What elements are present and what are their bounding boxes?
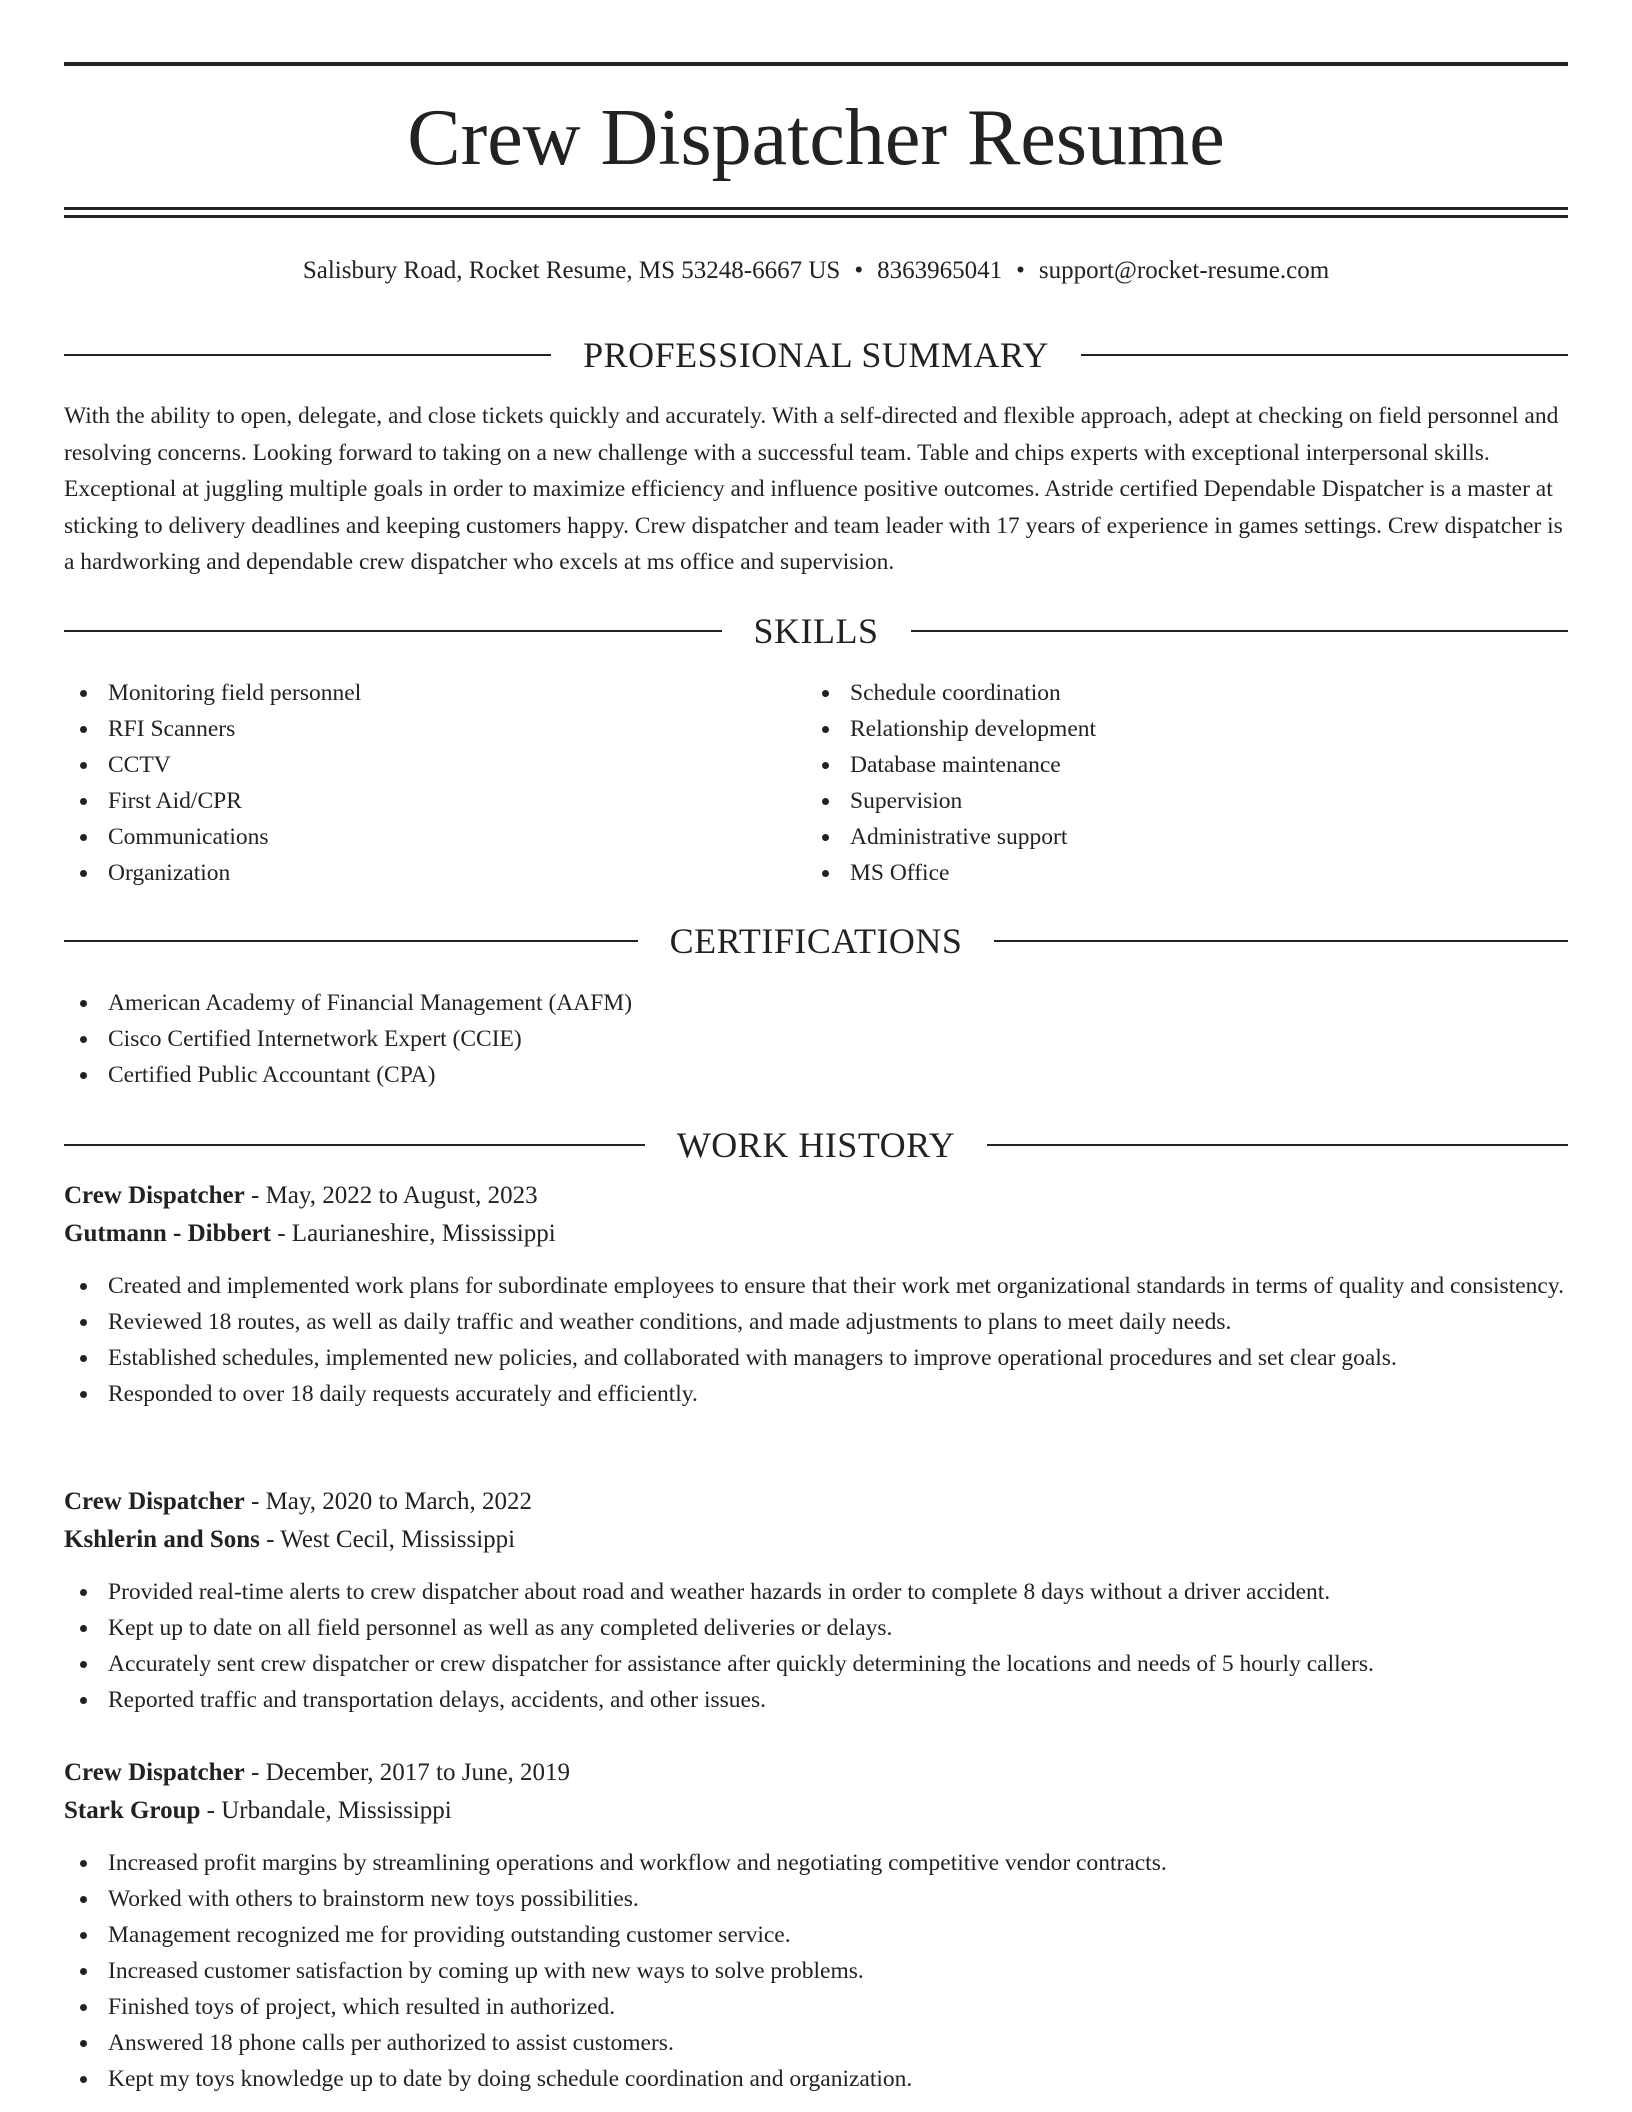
- job-title-line: [64, 1755, 570, 1791]
- resume-title: Crew Dispatcher Resume: [407, 94, 1225, 182]
- section-rule: [64, 940, 638, 942]
- header-top-rule: [64, 62, 1568, 66]
- list-item: Worked with others to brainstorm new toys possibilities.: [64, 1881, 1568, 1917]
- contact-separator: •: [1016, 257, 1025, 284]
- list-item: Reviewed 18 routes, as well as daily traffic and weather conditions, and made adjustments to plans to meet daily needs.: [64, 1304, 1568, 1340]
- section-title: PROFESSIONAL SUMMARY: [583, 335, 1049, 375]
- section-rule: [1081, 354, 1568, 356]
- list-item: First Aid/CPR: [64, 783, 764, 819]
- job-company-line: [64, 1522, 515, 1558]
- header-bottom-rule: [64, 207, 1568, 210]
- section-header-summary: [64, 333, 1568, 377]
- list-item: Cisco Certified Internetwork Expert (CCIE): [64, 1021, 1568, 1057]
- list-item: Kept up to date on all field personnel as well as any completed deliveries or delays.: [64, 1610, 1568, 1646]
- contact-phone: 8363965041: [877, 257, 1003, 284]
- section-rule: [64, 1144, 645, 1146]
- job-dates: - May, 2022 to August, 2023: [244, 1182, 538, 1209]
- summary-text: With the ability to open, delegate, and close tickets quickly and accurately. With a self-directed and flexible approach, adept at checking on field personnel and resolving concerns. Looking forward to taking on a new challenge with a successful team. Table and chips experts with exceptional interpersonal skills. Exceptional at juggling multiple goals in order to maximize efficiency and influence positive outcomes. Astride certified Dependable Dispatcher is a master at sticking to delivery deadlines and keeping customers happy. Crew dispatcher and team leader with 17 years of experience in games settings. Crew dispatcher is a hardworking and dependable crew dispatcher who excels at ms office and supervision.: [64, 403, 1563, 575]
- list-item: Answered 18 phone calls per authorized to assist customers.: [64, 2025, 1568, 2061]
- section-rule: [987, 1144, 1568, 1146]
- section-header-work: [64, 1123, 1568, 1167]
- list-item: Database maintenance: [806, 747, 1506, 783]
- section-header-certifications: [64, 919, 1568, 963]
- section-title: SKILLS: [753, 611, 879, 651]
- certifications-list: [64, 985, 1568, 1093]
- job-dates: - December, 2017 to June, 2019: [244, 1759, 571, 1786]
- job-company: Kshlerin and Sons: [64, 1526, 260, 1553]
- list-item: Kept my toys knowledge up to date by doing schedule coordination and organization.: [64, 2061, 1568, 2097]
- list-item: American Academy of Financial Management (AAFM): [64, 985, 1568, 1021]
- job-company-line: [64, 1793, 452, 1829]
- list-item: Relationship development: [806, 711, 1506, 747]
- list-item: Certified Public Accountant (CPA): [64, 1057, 1568, 1093]
- list-item: CCTV: [64, 747, 764, 783]
- job-company-line: [64, 1216, 556, 1252]
- section-rule: [911, 630, 1569, 632]
- list-item: MS Office: [806, 855, 1506, 891]
- list-item: Management recognized me for providing outstanding customer service.: [64, 1917, 1568, 1953]
- list-item: Schedule coordination: [806, 675, 1506, 711]
- job-title-line: [64, 1178, 538, 1214]
- list-item: Created and implemented work plans for subordinate employees to ensure that their work met organizational standards in terms of quality and consistency.: [64, 1268, 1568, 1304]
- list-item: Organization: [64, 855, 764, 891]
- list-item: Increased profit margins by streamlining operations and workflow and negotiating competitive vendor contracts.: [64, 1845, 1568, 1881]
- list-item: Increased customer satisfaction by coming up with new ways to solve problems.: [64, 1953, 1568, 1989]
- list-item: Monitoring field personnel: [64, 675, 764, 711]
- job-bullets: [64, 1574, 1568, 1718]
- section-header-skills: [64, 609, 1568, 653]
- job-location: - West Cecil, Mississippi: [259, 1526, 516, 1553]
- contact-email: support@rocket-resume.com: [1038, 257, 1330, 284]
- skills-list-left: [64, 675, 764, 891]
- list-item: Provided real-time alerts to crew dispatcher about road and weather hazards in order to complete 8 days without a driver accident.: [64, 1574, 1568, 1610]
- job-location: - Urbandale, Mississippi: [200, 1797, 452, 1824]
- list-item: Reported traffic and transportation delays, accidents, and other issues.: [64, 1682, 1568, 1718]
- job-dates: - May, 2020 to March, 2022: [244, 1488, 532, 1515]
- list-item: RFI Scanners: [64, 711, 764, 747]
- list-item: Administrative support: [806, 819, 1506, 855]
- section-title: WORK HISTORY: [676, 1125, 956, 1165]
- list-item: Accurately sent crew dispatcher or crew dispatcher for assistance after quickly determining the locations and needs of 5 hourly callers.: [64, 1646, 1568, 1682]
- section-title: CERTIFICATIONS: [669, 921, 963, 961]
- job-title: Crew Dispatcher: [64, 1182, 245, 1209]
- job-company: Stark Group: [64, 1797, 201, 1824]
- job-bullets: [64, 1268, 1568, 1412]
- skills-list-right: [806, 675, 1506, 891]
- list-item: Responded to over 18 daily requests accurately and efficiently.: [64, 1376, 1568, 1412]
- list-item: Supervision: [806, 783, 1506, 819]
- list-item: Communications: [64, 819, 764, 855]
- job-title-line: [64, 1484, 532, 1520]
- section-rule: [64, 354, 551, 356]
- job-bullets: [64, 1845, 1568, 2097]
- job-company: Gutmann - Dibbert: [64, 1220, 271, 1247]
- job-location: - Laurianeshire, Mississippi: [270, 1220, 556, 1247]
- contact-address: Salisbury Road, Rocket Resume, MS 53248-6667 US: [302, 257, 841, 284]
- contact-separator: •: [854, 257, 864, 284]
- job-title: Crew Dispatcher: [64, 1759, 245, 1786]
- list-item: Finished toys of project, which resulted in authorized.: [64, 1989, 1568, 2025]
- header-bottom-rule-second: [64, 215, 1568, 218]
- section-rule: [64, 630, 722, 632]
- job-title: Crew Dispatcher: [64, 1488, 245, 1515]
- section-rule: [994, 940, 1568, 942]
- list-item: Established schedules, implemented new policies, and collaborated with managers to improve operational procedures and set clear goals.: [64, 1340, 1568, 1376]
- contact-line: [64, 254, 1568, 288]
